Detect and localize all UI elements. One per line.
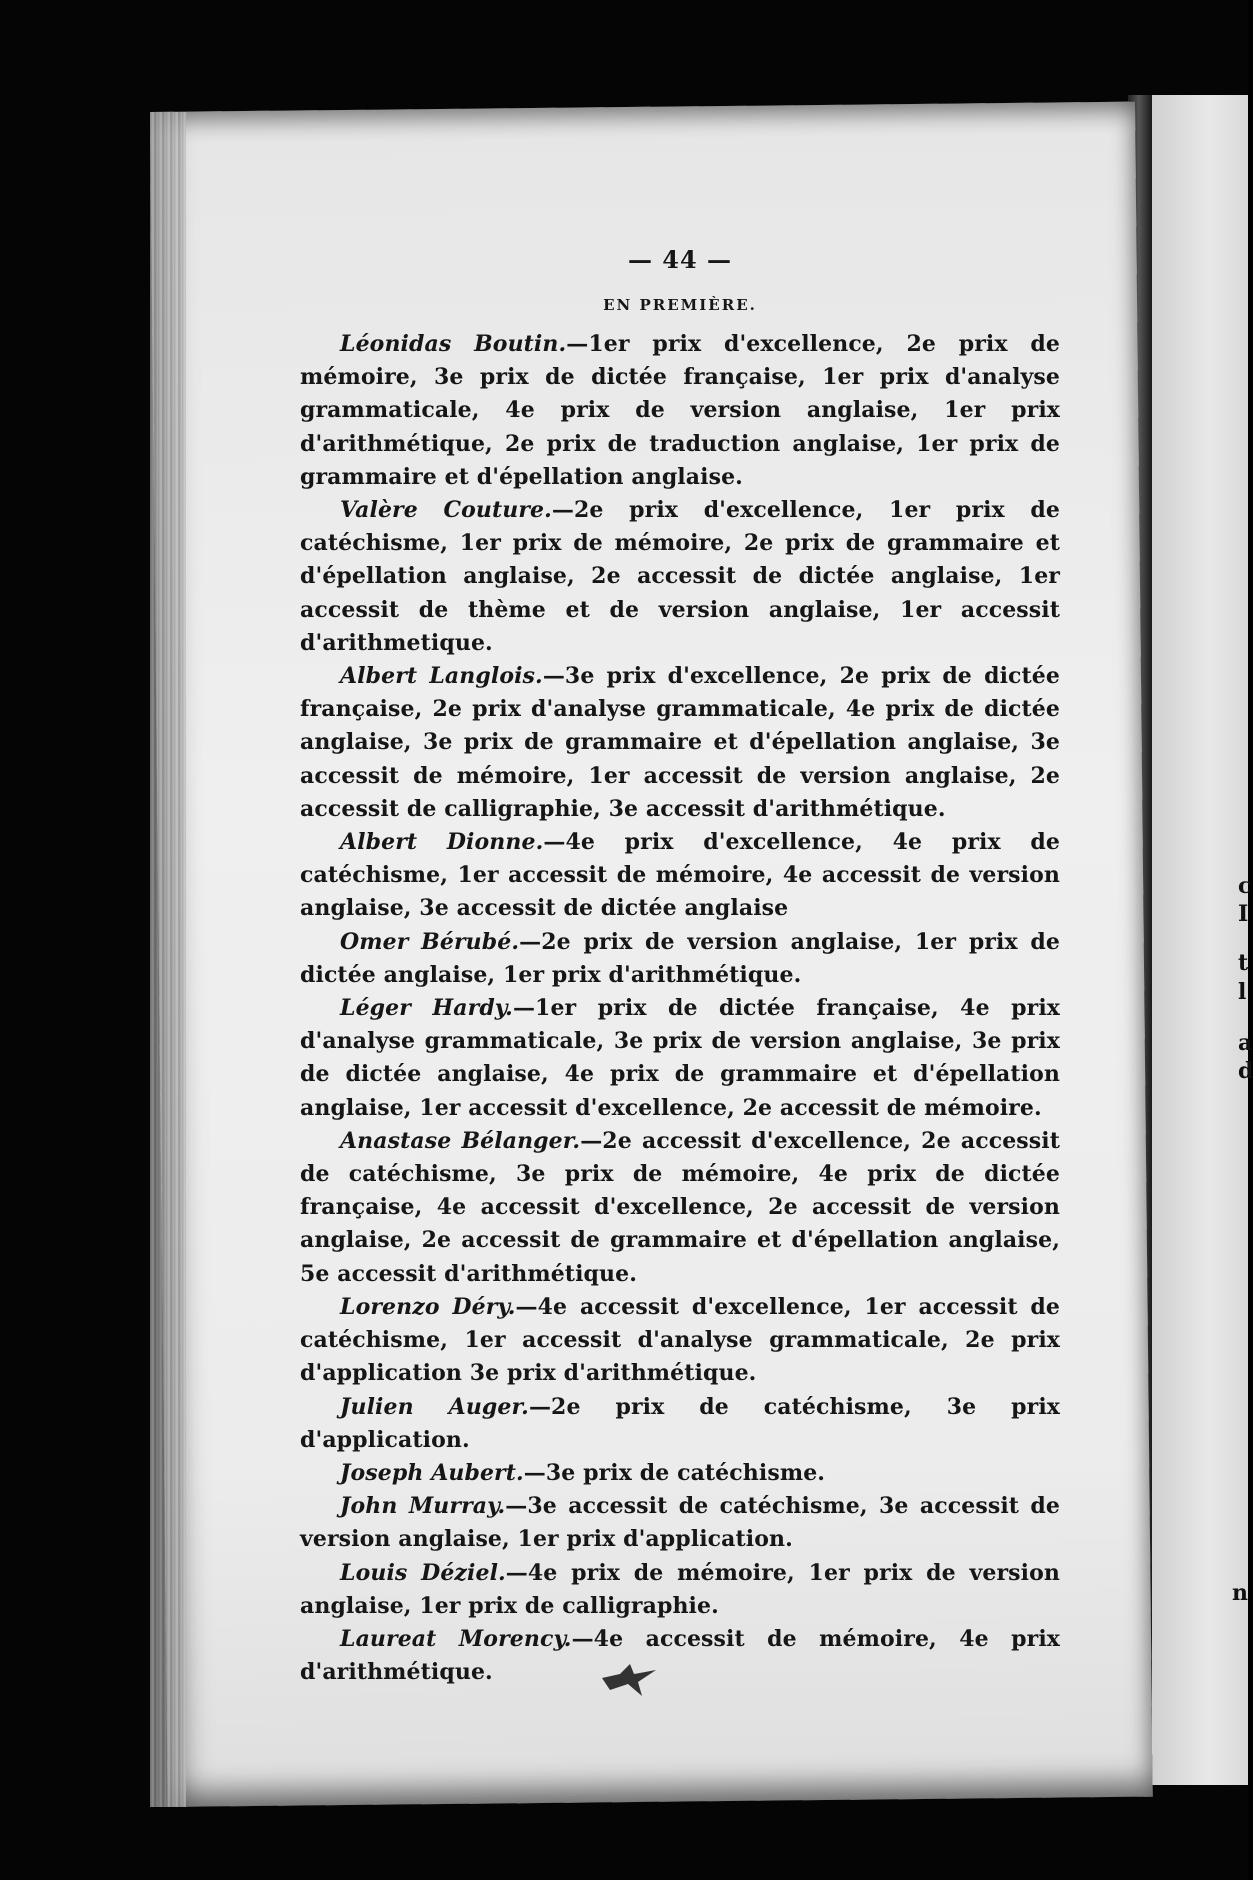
student-name: Albert Langlois. <box>340 663 543 690</box>
prize-entry <box>300 826 1060 926</box>
student-name: Anastase Bélanger. <box>340 1127 581 1154</box>
prize-entry <box>300 660 1060 826</box>
page-edge <box>150 112 186 1807</box>
adjacent-page-fragment: n <box>1232 1580 1248 1606</box>
prize-list: —2e prix de catéchisme, 3e prix d'application. <box>300 1393 1060 1453</box>
prize-entry <box>300 1391 1060 1457</box>
prize-entry <box>300 1490 1060 1556</box>
prize-list: —1er prix d'excellence, 2e prix de mémoire, 3e prix de dictée française, 1er prix d'analyse grammaticale, 4e prix de version anglaise, 1er prix d'arithmétique, 2e prix de traduction anglaise, 1er prix de grammaire et d'épellation anglaise. <box>300 331 1060 490</box>
prize-list: —4e accessit de mémoire, 4e prix d'arithmétique. <box>300 1625 1060 1686</box>
adjacent-page-fragment: d <box>1238 1058 1253 1084</box>
prize-list: —3e accessit de catéchisme, 3e accessit de version anglaise, 1er prix d'application. <box>300 1493 1060 1553</box>
student-name: Albert Dionne. <box>340 829 544 856</box>
adjacent-page-fragment: I <box>1238 901 1249 927</box>
prize-entry <box>300 992 1060 1125</box>
prize-list: —3e prix d'excellence, 2e prix de dictée française, 2e prix d'analyse grammaticale, 4e prix de dictée anglaise, 3e prix de grammaire et d'épellation anglaise, 3e accessit de mémoire, 1er accessit de version anglaise, 2e accessit de calligraphie, 3e accessit d'arithmétique. <box>300 663 1061 822</box>
prize-entry <box>300 1557 1060 1623</box>
adjacent-page-fragment: l <box>1238 979 1247 1005</box>
student-name: Joseph Aubert. <box>340 1459 524 1486</box>
adjacent-page-fragment: t <box>1238 950 1249 976</box>
adjacent-page <box>1150 95 1253 1785</box>
prize-list: —1er prix de dictée française, 4e prix d'analyse grammaticale, 3e prix de version anglaise, 3e prix de dictée anglaise, 4e prix de grammaire et d'épellation anglaise, 1er accessit d'excellence, 2e accessit de mémoire. <box>300 995 1060 1121</box>
student-name: Léger Hardy. <box>340 995 513 1022</box>
page-content <box>300 245 1060 1689</box>
student-name: Lorenzo Déry. <box>340 1293 516 1320</box>
student-name: Léonidas Boutin. <box>340 331 567 357</box>
prize-entry <box>300 494 1060 660</box>
prize-entry <box>300 1125 1060 1291</box>
student-name: Laureat Morency. <box>340 1625 572 1652</box>
student-name: John Murray. <box>340 1493 506 1520</box>
prize-entry <box>300 1457 1060 1490</box>
prize-entry <box>300 1623 1060 1689</box>
student-name: Louis Déziel. <box>340 1559 506 1586</box>
section-heading: EN PREMIÈRE. <box>603 296 757 314</box>
prize-list: —2e prix d'excellence, 1er prix de catéchisme, 1er prix de mémoire, 2e prix de grammaire et d'épellation anglaise, 2e accessit de dictée anglaise, 1er accessit de thème et de version anglaise, 1er accessit d'arithmetique. <box>300 497 1060 656</box>
prize-list: —4e prix de mémoire, 1er prix de version anglaise, 1er prix de calligraphie. <box>300 1559 1060 1619</box>
page-number: — 44 — <box>627 245 733 274</box>
prize-list: —2e accessit d'excellence, 2e accessit de catéchisme, 3e prix de mémoire, 4e prix de dictée française, 4e accessit d'excellence, 2e accessit de version anglaise, 2e accessit de grammaire et d'épellation anglaise, 5e accessit d'arithmétique. <box>300 1127 1060 1287</box>
prize-list: —2e prix de version anglaise, 1er prix de dictée anglaise, 1er prix d'arithmétique. <box>300 928 1060 988</box>
student-name: Omer Bérubé. <box>340 928 520 955</box>
prize-list: —3e prix de catéchisme. <box>523 1459 826 1486</box>
ink-blot-mark <box>600 1660 660 1700</box>
prize-entry <box>300 926 1060 992</box>
student-name: Julien Auger. <box>340 1393 529 1420</box>
prize-entry <box>300 328 1060 494</box>
student-name: Valère Couture. <box>340 497 552 524</box>
prize-entry <box>300 1291 1060 1391</box>
prize-list: —4e accessit d'excellence, 1er accessit de catéchisme, 1er accessit d'analyse grammaticale, 2e prix d'application 3e prix d'arithmétique. <box>300 1293 1060 1387</box>
prize-list: —4e prix d'excellence, 4e prix de catéchisme, 1er accessit de mémoire, 4e accessit de version anglaise, 3e accessit de dictée anglaise <box>300 829 1060 922</box>
adjacent-page-fragment: c <box>1238 873 1252 899</box>
adjacent-page-fragment: a <box>1238 1030 1253 1056</box>
